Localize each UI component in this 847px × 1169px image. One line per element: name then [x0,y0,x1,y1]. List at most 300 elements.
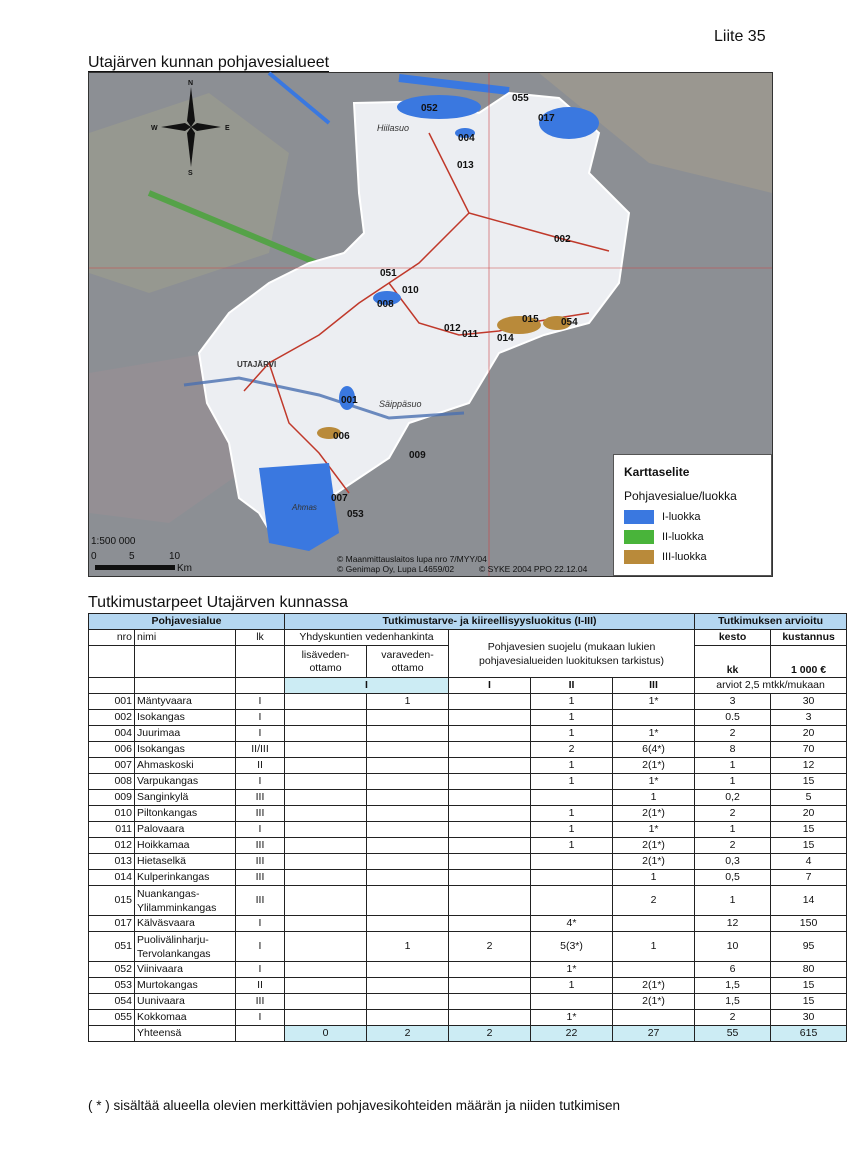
header-empty [236,678,285,694]
cell-lk: III [236,838,285,854]
copyright-line: © SYKE 2004 PPO 22.12.04 [479,564,588,574]
cell-p3: 6(4*) [613,742,695,758]
cell-p1 [449,742,531,758]
header-nimi: nimi [135,630,236,646]
cell-nimi: Sanginkylä [135,790,236,806]
legend-title: Karttaselite [624,465,690,479]
cell-p3: 1* [613,774,695,790]
cell-nimi: Uunivaara [135,994,236,1010]
table-row [89,710,847,726]
header-p1: I [449,678,531,694]
cell-vara [367,870,449,886]
cell-p1 [449,694,531,710]
cell-eur: 15 [771,978,847,994]
cell-p1 [449,962,531,978]
map-label: 053 [347,509,364,520]
area-052-shape [397,95,481,119]
header-lisa: lisäveden-ottamo [285,646,367,678]
cell-p2: 1 [531,758,613,774]
cell-p2 [531,886,613,916]
map-label: 017 [538,113,555,124]
total-vara: 2 [367,1026,449,1042]
map-legend [613,454,772,576]
total-p2: 22 [531,1026,613,1042]
cell-p2: 1 [531,774,613,790]
table-row [89,932,847,962]
cell-nimi: Viinivaara [135,962,236,978]
cell-p3 [613,710,695,726]
map-label: 007 [331,493,348,504]
legend-swatch [624,510,654,524]
cell-nro: 053 [89,978,135,994]
cell-p3: 2(1*) [613,994,695,1010]
groundwater-map [88,72,773,577]
cell-p1 [449,758,531,774]
table-title: Tutkimustarpeet Utajärven kunnassa [88,594,348,611]
cell-p3: 1 [613,932,695,962]
cell-nro: 008 [89,774,135,790]
footnote: ( * ) sisältää alueella olevien merkittävien pohjavesikohteiden määrän ja niiden tutkimisen [88,1098,621,1113]
cell-nimi: Kulperinkangas [135,870,236,886]
cell-vara [367,758,449,774]
cell-eur: 5 [771,790,847,806]
cell-p1 [449,822,531,838]
header-protection: Pohjavesien suojelu (mukaan lukien pohjavesialueiden luokituksen tarkistus) [449,630,695,678]
table-row [89,854,847,870]
place-name: UTAJÄRVI [237,360,277,369]
cell-p2: 1 [531,822,613,838]
scale-unit: Km [177,563,192,574]
header-supply-class: I [285,678,449,694]
cell-vara: 1 [367,932,449,962]
cell-lk: III [236,806,285,822]
cell-lk: I [236,1010,285,1026]
cell-p1 [449,774,531,790]
place-name: Säippäsuo [379,399,422,409]
header-empty [135,678,236,694]
cell-kk: 3 [695,694,771,710]
table-row [89,870,847,886]
cell-p2: 1 [531,978,613,994]
cell-lisa [285,806,367,822]
cell-eur: 80 [771,962,847,978]
map-label: 004 [458,133,475,144]
cell-p2: 1 [531,710,613,726]
cell-lk: II [236,758,285,774]
cell-vara [367,978,449,994]
cell-nimi: Hoikkamaa [135,838,236,854]
cell-lisa [285,854,367,870]
cell-lk: I [236,694,285,710]
header-supply: Yhdyskuntien vedenhankinta [285,630,449,646]
cell-p1 [449,994,531,1010]
header-kustannus: kustannus [771,630,847,646]
cell-p1 [449,916,531,932]
cell-nimi: Piltonkangas [135,806,236,822]
cell-nro: 011 [89,822,135,838]
legend-item [624,530,704,544]
table-row [89,916,847,932]
map-label: 013 [457,160,474,171]
compass-n: N [188,80,194,87]
header-p3: III [613,678,695,694]
cell-lisa [285,726,367,742]
map-label: 054 [561,317,578,328]
cell-eur: 20 [771,726,847,742]
cell-vara [367,806,449,822]
cell-vara [367,838,449,854]
cell-kk: 2 [695,726,771,742]
table-row [89,978,847,994]
cell-p2: 1 [531,838,613,854]
cell-p2 [531,994,613,1010]
cell-lk: III [236,886,285,916]
scale-bar [95,565,175,570]
cell-vara [367,916,449,932]
cell-p3: 1* [613,726,695,742]
header-empty [89,646,135,678]
table-row [89,806,847,822]
cell-kk: 1 [695,822,771,838]
cell-p2: 4* [531,916,613,932]
cell-eur: 12 [771,758,847,774]
map-label: 052 [421,103,438,114]
cell-lk: I [236,726,285,742]
header-eur: 1 000 € [771,646,847,678]
cell-p1: 2 [449,932,531,962]
cell-vara [367,822,449,838]
cell-nimi: Isokangas [135,710,236,726]
cell-p1 [449,870,531,886]
cell-eur: 4 [771,854,847,870]
table-row [89,838,847,854]
cell-vara [367,790,449,806]
cell-lk: II/III [236,742,285,758]
cell-nro: 055 [89,1010,135,1026]
cell-lisa [285,886,367,916]
cell-lisa [285,1010,367,1026]
map-label: 001 [341,395,358,406]
cell-eur: 30 [771,1010,847,1026]
map-label: 051 [380,268,397,279]
cell-lisa [285,870,367,886]
cell-nro: 002 [89,710,135,726]
map-label: 011 [462,329,479,340]
cell-nimi: Mäntyvaara [135,694,236,710]
cell-lisa [285,932,367,962]
cell-eur: 7 [771,870,847,886]
cell-eur: 15 [771,774,847,790]
cell-nro: 054 [89,994,135,1010]
cell-vara [367,726,449,742]
legend-label: III-luokka [662,551,707,563]
cell-p1 [449,838,531,854]
total-eur: 615 [771,1026,847,1042]
cell-kk: 1 [695,774,771,790]
cell-p1 [449,710,531,726]
header-lk: lk [236,630,285,646]
cell-p3: 2 [613,886,695,916]
cell-p1 [449,726,531,742]
cell-p2 [531,790,613,806]
header-row-1 [89,614,847,630]
cell-lk: I [236,710,285,726]
cell-nimi: Kokkomaa [135,1010,236,1026]
cell-p3 [613,962,695,978]
cell-p2 [531,870,613,886]
cell-vara [367,742,449,758]
map-label: 010 [402,285,419,296]
cell-nro: 004 [89,726,135,742]
cell-p2: 1 [531,806,613,822]
map-title: Utajärven kunnan pohjavesialueet [88,54,330,71]
header-nro: nro [89,630,135,646]
total-label: Yhteensä [135,1026,236,1042]
cell-nro: 051 [89,932,135,962]
legend-label: II-luokka [662,531,704,543]
cell-nimi: Isokangas [135,742,236,758]
cell-lk: I [236,962,285,978]
cell-p1 [449,1010,531,1026]
header-estimate: Tutkimuksen arvioitu [695,614,847,630]
cell-lk: I [236,932,285,962]
scale-tick-0: 0 [91,551,97,562]
cell-eur: 14 [771,886,847,916]
cell-eur: 70 [771,742,847,758]
scale-tick-5: 5 [129,551,135,562]
cell-kk: 1 [695,758,771,774]
cell-kk: 6 [695,962,771,978]
cell-eur: 15 [771,994,847,1010]
cell-p3: 1 [613,790,695,806]
legend-swatch [624,530,654,544]
map-label: 008 [377,299,394,310]
cell-p3: 2(1*) [613,806,695,822]
table-row [89,726,847,742]
header-row-4 [89,678,847,694]
cell-kk: 12 [695,916,771,932]
cell-lisa [285,694,367,710]
cell-nro: 013 [89,854,135,870]
header-kk: kk [695,646,771,678]
header-p2: II [531,678,613,694]
cell-nimi: Juurimaa [135,726,236,742]
cell-nro: 010 [89,806,135,822]
cell-p2: 1* [531,1010,613,1026]
legend-item [624,550,707,564]
cell-nimi: Ahmaskoski [135,758,236,774]
cell-lisa [285,710,367,726]
scale-ratio: 1:500 000 [91,536,136,547]
cell-lisa [285,742,367,758]
cell-lisa [285,774,367,790]
cell-nro: 012 [89,838,135,854]
cell-vara [367,774,449,790]
cell-p3: 1* [613,822,695,838]
cell-nro: 014 [89,870,135,886]
cell-kk: 0,3 [695,854,771,870]
copyright-line: © Genimap Oy, Lupa L4659/02 [337,564,455,574]
table-row [89,790,847,806]
cell-nimi: Palovaara [135,822,236,838]
cell-lk: I [236,774,285,790]
header-empty [89,678,135,694]
cell-p1 [449,790,531,806]
table-row [89,994,847,1010]
map-label: 015 [522,314,539,325]
legend-item [624,510,701,524]
header-vara: varaveden-ottamo [367,646,449,678]
table-row [89,742,847,758]
cell-lisa [285,916,367,932]
cell-kk: 1,5 [695,994,771,1010]
compass-e: E [225,125,230,132]
header-empty [236,646,285,678]
cell-p2: 1 [531,726,613,742]
place-name: Ahmas [292,503,317,512]
cell-p1 [449,854,531,870]
cell-kk: 0,2 [695,790,771,806]
cell-kk: 2 [695,1010,771,1026]
legend-label: I-luokka [662,511,701,523]
cell-kk: 8 [695,742,771,758]
cell-lisa [285,994,367,1010]
compass-w: W [151,125,158,132]
cell-eur: 150 [771,916,847,932]
cell-nro: 015 [89,886,135,916]
cell-p3: 2(1*) [613,758,695,774]
cell-vara [367,854,449,870]
cell-eur: 3 [771,710,847,726]
map-label: 014 [497,333,514,344]
cell-vara [367,710,449,726]
cell-lk: III [236,790,285,806]
cell-nro: 007 [89,758,135,774]
cell-kk: 0.5 [695,710,771,726]
cell-p2: 1 [531,694,613,710]
cell-nro: 009 [89,790,135,806]
map-label: 006 [333,431,350,442]
total-lisa: 0 [285,1026,367,1042]
cell-kk: 0,5 [695,870,771,886]
cell-lisa [285,822,367,838]
cell-p1 [449,978,531,994]
legend-subtitle: Pohjavesialue/luokka [624,489,737,503]
table-row [89,1010,847,1026]
cell-p3: 2(1*) [613,838,695,854]
cell-p2 [531,854,613,870]
table-row [89,962,847,978]
cell-lk: I [236,916,285,932]
copyright-line: © Maanmittauslaitos lupa nro 7/MYY/04 [337,554,487,564]
cell-nimi: Murtokangas [135,978,236,994]
cell-lisa [285,790,367,806]
compass-s: S [188,170,193,177]
cell-vara [367,994,449,1010]
cell-lk: II [236,978,285,994]
attachment-label: Liite 35 [714,28,766,45]
cell-p2: 1* [531,962,613,978]
cell-p1 [449,886,531,916]
cell-kk: 1 [695,886,771,916]
cell-p3 [613,916,695,932]
table-row [89,758,847,774]
header-note: arviot 2,5 mtkk/mukaan [695,678,847,694]
total-empty [89,1026,135,1042]
cell-p3: 2(1*) [613,854,695,870]
cell-vara [367,886,449,916]
cell-eur: 20 [771,806,847,822]
cell-nro: 017 [89,916,135,932]
cell-p3 [613,1010,695,1026]
table-row [89,774,847,790]
cell-nimi: Puolivälinharju-Tervolankangas [135,932,236,962]
cell-eur: 95 [771,932,847,962]
cell-p2: 2 [531,742,613,758]
cell-vara [367,962,449,978]
cell-nimi: Varpukangas [135,774,236,790]
cell-kk: 10 [695,932,771,962]
cell-nro: 052 [89,962,135,978]
header-row-2 [89,630,847,646]
table-row [89,694,847,710]
total-p1: 2 [449,1026,531,1042]
header-empty [135,646,236,678]
cell-eur: 15 [771,822,847,838]
cell-lisa [285,978,367,994]
cell-p3: 2(1*) [613,978,695,994]
cell-nimi: Kälväsvaara [135,916,236,932]
cell-kk: 2 [695,806,771,822]
research-needs-table [88,613,847,1042]
cell-kk: 2 [695,838,771,854]
cell-lisa [285,962,367,978]
total-empty [236,1026,285,1042]
place-name: Hiilasuo [377,123,410,133]
cell-p3: 1 [613,870,695,886]
total-row [89,1026,847,1042]
map-label: 055 [512,93,529,104]
cell-p3: 1* [613,694,695,710]
cell-p2: 5(3*) [531,932,613,962]
total-kk: 55 [695,1026,771,1042]
cell-vara [367,1010,449,1026]
cell-kk: 1,5 [695,978,771,994]
cell-lk: III [236,854,285,870]
header-kesto: kesto [695,630,771,646]
header-area: Pohjavesialue [89,614,285,630]
cell-lk: III [236,870,285,886]
cell-nro: 006 [89,742,135,758]
header-needs: Tutkimustarve- ja kiireellisyysluokitus (I-III) [285,614,695,630]
cell-lk: III [236,994,285,1010]
table-row [89,886,847,916]
cell-vara: 1 [367,694,449,710]
legend-swatch [624,550,654,564]
cell-lk: I [236,822,285,838]
total-p3: 27 [613,1026,695,1042]
table-row [89,822,847,838]
map-label: 002 [554,234,571,245]
cell-nimi: Nuankangas-Ylilamminkangas [135,886,236,916]
cell-lisa [285,758,367,774]
scale-tick-10: 10 [169,551,181,562]
cell-nimi: Hietaselkä [135,854,236,870]
cell-p1 [449,806,531,822]
cell-eur: 30 [771,694,847,710]
map-label: 009 [409,450,426,461]
cell-lisa [285,838,367,854]
